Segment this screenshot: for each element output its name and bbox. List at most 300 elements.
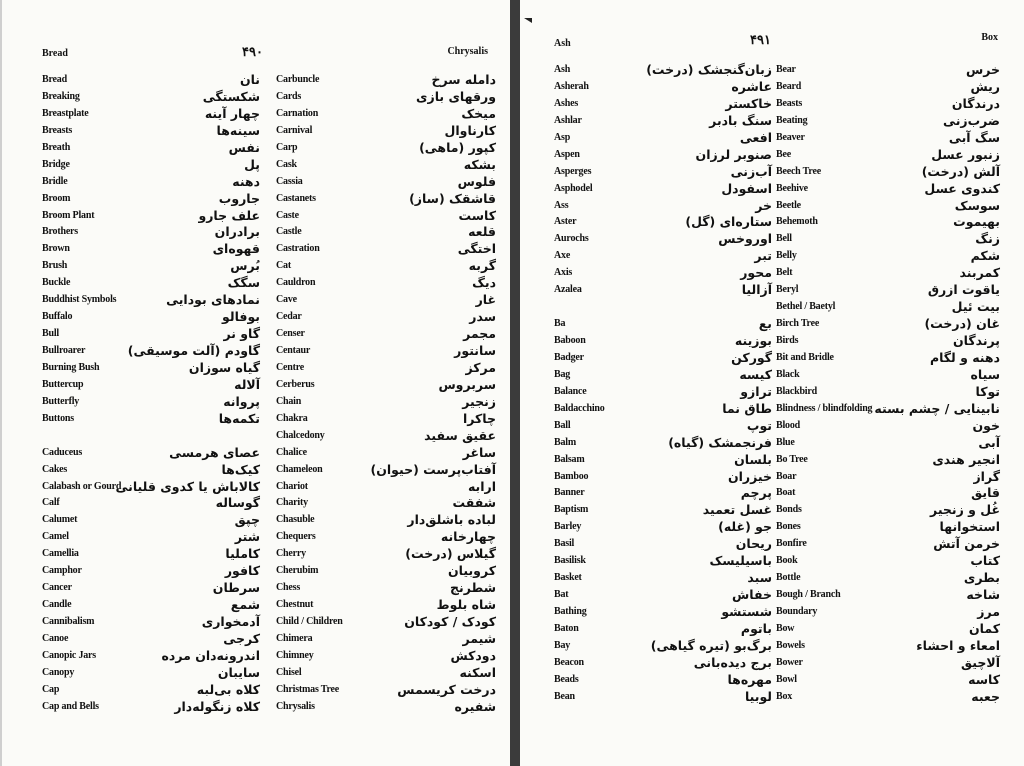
english-term: Carnation xyxy=(276,107,319,119)
persian-translation: سگک xyxy=(227,275,260,291)
dictionary-entry xyxy=(776,181,1000,198)
english-term: Brush xyxy=(42,260,68,272)
persian-translation: کمربند xyxy=(959,265,1000,281)
english-term: Chimera xyxy=(276,632,313,644)
english-term: Ass xyxy=(554,199,569,211)
persian-translation: سایبان xyxy=(217,664,260,680)
dictionary-entry xyxy=(776,587,1000,604)
persian-translation: زنجیر xyxy=(462,393,496,409)
dictionary-entry xyxy=(42,462,260,479)
english-term: Breaking xyxy=(42,90,80,102)
persian-translation: زنبور عسل xyxy=(931,146,1000,162)
persian-translation: بلسان xyxy=(734,451,772,467)
dictionary-entry xyxy=(276,631,496,648)
english-term: Balsam xyxy=(554,453,585,465)
english-term: Chain xyxy=(276,395,302,407)
dictionary-entry xyxy=(276,208,496,225)
persian-translation: شمع xyxy=(230,597,260,613)
dictionary-entry xyxy=(776,689,1000,706)
english-term: Chequers xyxy=(276,531,316,543)
english-term: Cancer xyxy=(42,582,72,594)
persian-translation: مرکز xyxy=(465,359,496,375)
english-term: Asherah xyxy=(554,80,589,92)
persian-translation: شتر xyxy=(234,529,260,545)
persian-translation: سبد xyxy=(747,570,772,586)
persian-translation: کافور xyxy=(224,563,260,579)
dictionary-entry xyxy=(554,536,772,553)
persian-translation: کلاه بی‌لبه xyxy=(196,681,260,697)
english-term: Bay xyxy=(554,639,571,651)
dictionary-entry xyxy=(42,224,260,241)
dictionary-entry xyxy=(554,672,772,689)
dictionary-entry xyxy=(276,224,496,241)
persian-translation: دامله سرخ xyxy=(431,72,496,87)
dictionary-entry xyxy=(42,377,260,394)
english-term: Bat xyxy=(554,589,569,601)
dictionary-entry xyxy=(554,130,772,147)
english-term: Beating xyxy=(776,114,808,126)
persian-translation: ریحان xyxy=(735,536,772,552)
english-term: Axe xyxy=(554,250,571,262)
dictionary-entry xyxy=(276,462,496,479)
persian-translation: کالاباش یا کدوی قلیانی xyxy=(115,478,260,494)
english-term: Baldacchino xyxy=(554,402,605,414)
english-term: Asp xyxy=(554,131,571,143)
english-term: Beaver xyxy=(776,131,805,143)
english-term: Cedar xyxy=(276,311,302,323)
persian-translation: چهار آینه xyxy=(204,105,260,121)
dictionary-entry xyxy=(776,570,1000,587)
english-term: Chakra xyxy=(276,412,308,424)
dictionary-entry xyxy=(276,309,496,326)
english-term: Bow xyxy=(776,622,795,634)
dictionary-entry xyxy=(276,123,496,140)
english-term: Camphor xyxy=(42,565,82,577)
english-term: Asphodel xyxy=(554,182,593,194)
persian-translation: غُل و زنجیر xyxy=(930,502,1000,518)
persian-translation: توپ xyxy=(746,417,772,433)
persian-translation: خون xyxy=(972,417,1000,433)
english-term: Cassia xyxy=(276,175,303,187)
english-term: Cask xyxy=(276,158,297,170)
persian-translation: آبی xyxy=(978,434,1000,450)
english-term: Beehive xyxy=(776,182,808,194)
english-term: Cap xyxy=(42,683,60,695)
persian-translation: کاسه xyxy=(968,671,1000,687)
persian-translation: اندرونه‌دان مرده xyxy=(161,647,260,663)
persian-translation: سرطان xyxy=(212,580,260,596)
english-term: Buckle xyxy=(42,277,71,289)
persian-translation: جعبه xyxy=(971,688,1000,704)
persian-translation: کلاه زنگوله‌دار xyxy=(174,698,260,714)
persian-translation: شفقت xyxy=(452,495,496,511)
english-term: Bowl xyxy=(776,673,797,685)
dictionary-entry xyxy=(276,665,496,682)
english-term: Aster xyxy=(554,216,577,228)
persian-translation: باتوم xyxy=(740,620,772,636)
dictionary-entry xyxy=(776,62,1000,79)
dictionary-entry xyxy=(42,546,260,563)
dictionary-entry xyxy=(42,495,260,512)
dictionary-entry xyxy=(554,502,772,519)
dictionary-entry xyxy=(276,241,496,258)
dictionary-entry xyxy=(776,655,1000,672)
dictionary-entry xyxy=(776,401,1000,418)
persian-translation: آدمخواری xyxy=(201,614,260,629)
english-term: Castle xyxy=(276,226,302,238)
persian-translation: شیمر xyxy=(462,630,496,646)
english-term: Chasuble xyxy=(276,514,315,526)
persian-translation: قلعه xyxy=(468,224,496,240)
dictionary-entry xyxy=(276,428,496,445)
english-term: Candle xyxy=(42,599,72,611)
dictionary-entry xyxy=(276,174,496,191)
english-term: Banner xyxy=(554,487,585,499)
dictionary-entry xyxy=(776,130,1000,147)
english-term: Ash xyxy=(554,64,571,75)
english-term: Basilisk xyxy=(554,555,586,567)
persian-translation: سدر xyxy=(469,309,496,325)
dictionary-entry xyxy=(554,587,772,604)
persian-translation: سگ آبی xyxy=(948,129,1000,145)
persian-translation: شاخه xyxy=(966,587,1000,603)
persian-translation: عصای هرمسی xyxy=(169,444,260,460)
english-term: Basket xyxy=(554,572,582,584)
english-term: Castanets xyxy=(276,192,316,204)
persian-translation: غان (درخت) xyxy=(924,316,1000,332)
persian-translation: کیک‌ها xyxy=(221,461,260,477)
dictionary-entry xyxy=(276,191,496,208)
english-term: Bower xyxy=(776,656,803,668)
persian-translation: آلش (درخت) xyxy=(921,163,1000,179)
persian-translation: برگ‌بو (تیره گیاهی) xyxy=(650,637,772,653)
persian-translation: خفاش xyxy=(732,587,772,603)
dictionary-entry xyxy=(276,546,496,563)
english-term: Calumet xyxy=(42,514,78,526)
dictionary-entry xyxy=(276,597,496,614)
persian-translation: ضرب‌زنی xyxy=(943,112,1000,128)
dictionary-entry xyxy=(42,445,260,462)
english-term: Cerberus xyxy=(276,378,315,390)
dictionary-entry xyxy=(554,367,772,384)
dictionary-entry xyxy=(42,208,260,225)
dictionary-entry xyxy=(42,597,260,614)
english-term: Breasts xyxy=(42,124,73,136)
persian-translation: شکم xyxy=(970,248,1000,264)
persian-translation: قهوه‌ای xyxy=(212,241,260,257)
dictionary-entry xyxy=(276,72,496,89)
persian-translation: گربه xyxy=(468,258,496,274)
persian-translation: میخک xyxy=(461,105,496,121)
dictionary-entry xyxy=(42,529,260,546)
english-term: Black xyxy=(776,368,800,380)
english-term: Breastplate xyxy=(42,107,89,119)
dictionary-entry xyxy=(776,519,1000,536)
persian-translation: بع xyxy=(758,316,772,332)
persian-translation: شستشو xyxy=(721,604,772,619)
english-term: Bee xyxy=(776,148,791,160)
persian-translation: کپور (ماهی) xyxy=(419,139,496,155)
dictionary-entry xyxy=(276,157,496,174)
english-term: Broom xyxy=(42,192,71,204)
persian-translation: کرجی xyxy=(223,630,260,646)
persian-translation: کروبیان xyxy=(448,563,496,579)
dictionary-entry xyxy=(554,604,772,621)
persian-translation: سینه‌ها xyxy=(216,122,260,138)
english-term: Blue xyxy=(776,436,795,448)
dictionary-entry xyxy=(42,106,260,123)
dictionary-entry xyxy=(42,191,260,208)
persian-translation: شاه بلوط xyxy=(436,597,496,613)
dictionary-entry xyxy=(42,665,260,682)
persian-translation: انجیر هندی xyxy=(932,451,1000,467)
persian-translation: نفس xyxy=(228,139,260,155)
persian-translation: ورقهای بازی xyxy=(416,88,496,104)
persian-translation: اختگی xyxy=(457,241,496,257)
dictionary-entry xyxy=(276,360,496,377)
english-term: Chess xyxy=(276,582,301,594)
dictionary-entry xyxy=(776,604,1000,621)
dictionary-entry xyxy=(554,265,772,282)
page-number: ۴۹۱ xyxy=(750,32,771,47)
dictionary-entry xyxy=(554,79,772,96)
dictionary-entry xyxy=(554,248,772,265)
dictionary-entry xyxy=(776,536,1000,553)
dictionary-entry xyxy=(42,614,260,631)
english-term: Bowels xyxy=(776,639,805,651)
english-term: Baptism xyxy=(554,504,589,516)
persian-translation: گاو نر xyxy=(223,326,260,342)
english-term: Carnival xyxy=(276,124,313,136)
english-term: Chrysalis xyxy=(276,700,315,712)
english-term: Chalcedony xyxy=(276,429,325,441)
english-term: Belly xyxy=(776,250,797,262)
persian-translation: صنوبر لرزان xyxy=(695,146,772,162)
english-term: Charity xyxy=(276,497,308,509)
dictionary-entry xyxy=(554,485,772,502)
dictionary-entry xyxy=(42,631,260,648)
persian-translation: ساغر xyxy=(462,444,496,460)
english-term: Buddhist Symbols xyxy=(42,294,117,306)
dictionary-entry xyxy=(776,418,1000,435)
persian-translation: امعاء و احشاء xyxy=(916,637,1000,653)
persian-translation: آلاچیق xyxy=(961,654,1000,670)
persian-translation: کمان xyxy=(968,620,1000,636)
english-term: Bones xyxy=(776,521,801,533)
dictionary-entry xyxy=(276,140,496,157)
english-term: Cat xyxy=(276,260,291,272)
persian-translation: محور xyxy=(740,265,772,281)
english-term: Bottle xyxy=(776,572,801,584)
running-head-right: Box xyxy=(981,32,998,43)
persian-translation: آزالیا xyxy=(741,282,772,298)
dictionary-entry xyxy=(554,113,772,130)
persian-translation: شطرنج xyxy=(450,580,496,596)
persian-translation: بطری xyxy=(963,570,1000,586)
english-term: Chariot xyxy=(276,480,308,492)
persian-translation: طاق نما xyxy=(722,400,772,416)
english-term: Baton xyxy=(554,622,579,634)
english-term: Carp xyxy=(276,141,298,153)
dictionary-entry xyxy=(554,452,772,469)
english-term: Beasts xyxy=(776,97,803,109)
dictionary-entry xyxy=(42,428,260,445)
dictionary-entry xyxy=(554,570,772,587)
persian-translation: گیاه سوزان xyxy=(188,359,260,375)
dictionary-entry xyxy=(554,333,772,350)
dictionary-entry xyxy=(554,198,772,215)
english-term: Chameleon xyxy=(276,463,323,475)
persian-translation: گوساله xyxy=(215,495,260,511)
english-term: Axis xyxy=(554,267,573,279)
persian-translation: پروانه xyxy=(223,393,260,409)
dictionary-entry xyxy=(276,563,496,580)
dictionary-entry xyxy=(554,519,772,536)
persian-translation: تکمه‌ها xyxy=(218,410,260,426)
persian-translation: کارناوال xyxy=(444,122,496,138)
english-term: Caduceus xyxy=(42,446,83,458)
english-term: Boar xyxy=(776,470,797,482)
persian-translation: بُرس xyxy=(230,258,260,274)
english-term: Centre xyxy=(276,361,305,373)
dictionary-entry xyxy=(554,384,772,401)
dictionary-entry xyxy=(276,699,496,716)
dictionary-entry xyxy=(276,479,496,496)
english-term: Basil xyxy=(554,538,575,550)
dictionary-entry xyxy=(276,682,496,699)
dictionary-entry xyxy=(554,181,772,198)
dictionary-entry xyxy=(42,563,260,580)
persian-translation: درندگان xyxy=(951,95,1000,111)
english-term: Chestnut xyxy=(276,599,314,611)
english-term: Balm xyxy=(554,436,576,448)
dictionary-entry xyxy=(554,282,772,299)
persian-translation: بهیموت xyxy=(953,214,1000,230)
persian-translation: لوبیا xyxy=(744,688,772,704)
dictionary-entry xyxy=(276,648,496,665)
persian-translation: کاملیا xyxy=(225,546,260,562)
dictionary-entry xyxy=(42,157,260,174)
english-term: Book xyxy=(776,555,798,567)
english-term: Birds xyxy=(776,335,799,346)
dictionary-entry xyxy=(776,553,1000,570)
dictionary-entry xyxy=(554,164,772,181)
dictionary-entry xyxy=(776,147,1000,164)
dictionary-entry xyxy=(42,360,260,377)
dictionary-entry xyxy=(42,326,260,343)
english-term: Blindness / blindfolding xyxy=(776,402,873,414)
dictionary-entry xyxy=(776,265,1000,282)
persian-translation: کودک / کودکان xyxy=(404,614,496,629)
dictionary-entry xyxy=(42,258,260,275)
dictionary-entry xyxy=(554,316,772,333)
english-term: Bo Tree xyxy=(776,453,808,465)
english-term: Beard xyxy=(776,80,802,92)
english-term: Calf xyxy=(42,497,60,509)
english-term: Cap and Bells xyxy=(42,700,99,712)
english-term: Brothers xyxy=(42,226,78,238)
running-head-left: Ash xyxy=(554,38,571,49)
english-term: Burning Bush xyxy=(42,361,100,373)
persian-translation: شفیره xyxy=(454,698,496,714)
persian-translation: عقیق سفید xyxy=(424,427,496,443)
persian-translation: قاشقک (ساز) xyxy=(409,190,496,206)
persian-translation: خاکستر xyxy=(725,95,772,111)
dictionary-entry xyxy=(276,495,496,512)
dictionary-entry xyxy=(554,638,772,655)
dictionary-entry xyxy=(276,529,496,546)
dictionary-entry xyxy=(554,96,772,113)
persian-translation: بشکه xyxy=(463,156,496,172)
english-term: Box xyxy=(776,690,793,702)
dictionary-entry xyxy=(776,452,1000,469)
english-term: Barley xyxy=(554,521,582,533)
english-term: Blood xyxy=(776,419,801,431)
persian-translation: افعی xyxy=(739,129,772,145)
english-term: Castration xyxy=(276,243,320,255)
english-term: Brown xyxy=(42,243,70,255)
english-term: Bridge xyxy=(42,158,70,170)
dictionary-entry xyxy=(42,309,260,326)
dictionary-entry xyxy=(42,682,260,699)
entry-column-right xyxy=(776,62,1000,706)
english-term: Beetle xyxy=(776,199,801,211)
english-term: Bag xyxy=(554,368,571,380)
dictionary-entry xyxy=(276,614,496,631)
dictionary-entry xyxy=(554,350,772,367)
dictionary-entry xyxy=(276,394,496,411)
dictionary-entry xyxy=(776,469,1000,486)
persian-translation: بیت ئیل xyxy=(951,299,1000,315)
english-term: Breath xyxy=(42,141,71,153)
english-term: Blackbird xyxy=(776,385,817,397)
english-term: Cherubim xyxy=(276,565,319,577)
english-term: Azalea xyxy=(554,284,582,296)
persian-translation: مجمر xyxy=(463,326,496,342)
persian-translation: جو (غله) xyxy=(718,519,772,535)
persian-translation: فلوس xyxy=(457,173,496,189)
english-term: Aurochs xyxy=(554,233,589,245)
english-term: Bonds xyxy=(776,504,802,516)
english-term: Bullroarer xyxy=(42,345,86,356)
english-term: Child / Children xyxy=(276,616,343,627)
dictionary-entry xyxy=(776,113,1000,130)
dictionary-entry xyxy=(554,401,772,418)
persian-translation: زبان‌گنجشک (درخت) xyxy=(646,62,772,77)
dictionary-entry xyxy=(42,479,260,496)
persian-translation: چهارخانه xyxy=(440,529,496,545)
english-term: Bough / Branch xyxy=(776,589,841,601)
persian-translation: سیاه xyxy=(970,366,1000,382)
dictionary-entry xyxy=(276,106,496,123)
english-term: Ashlar xyxy=(554,114,582,126)
english-term: Bull xyxy=(42,328,59,340)
persian-translation: بوزینه xyxy=(734,333,772,348)
persian-translation: بوفالو xyxy=(222,309,260,325)
english-term: Cauldron xyxy=(276,277,316,289)
dictionary-entry xyxy=(42,394,260,411)
persian-translation: خیزران xyxy=(727,468,772,484)
dictionary-entry xyxy=(776,198,1000,215)
english-term: Calabash or Gourd xyxy=(42,480,122,492)
persian-translation: اسکنه xyxy=(459,664,496,680)
english-term: Broom Plant xyxy=(42,209,95,221)
running-head-right: Chrysalis xyxy=(447,46,488,57)
persian-translation: توکا xyxy=(975,383,1000,399)
dictionary-entry xyxy=(42,140,260,157)
english-term: Ball xyxy=(554,419,571,431)
dictionary-entry xyxy=(776,282,1000,299)
